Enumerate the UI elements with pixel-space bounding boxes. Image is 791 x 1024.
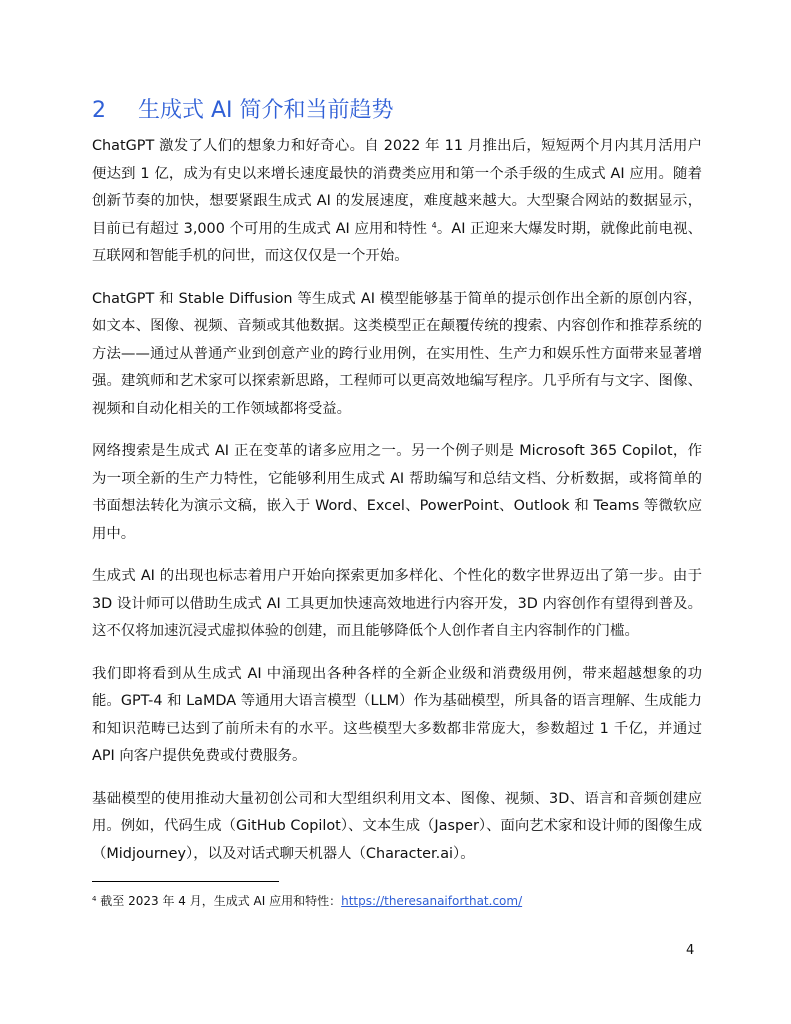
page-number: 4 (686, 943, 695, 958)
footnote (92, 893, 522, 909)
footnote-divider (92, 881, 279, 882)
paragraph-5: 我们即将看到从生成式 AI 中涌现出各种各样的全新企业级和消费级用例，带来超越想象的功能。GPT-4 和 LaMDA 等通用大语言模型（LLM）作为基础模型，所具备的语言理解、生成能力和知识范畴已达到了前所未有的水平。这些模型大多数都非常庞大，参数超过 1 千亿，并通过 API 向客户提供免费或付费服务。 (92, 665, 702, 764)
paragraph-1-text-cont: 。AI 正迎来大爆发时期，就像此前电视、互联网和智能手机的问世，而这仅仅是一个开始。 (92, 220, 702, 264)
paragraph-1 (92, 133, 702, 271)
paragraph-4: 生成式 AI 的出现也标志着用户开始向探索更加多样化、个性化的数字世界迈出了第一步。由于 3D 设计师可以借助生成式 AI 工具更加快速高效地进行内容开发，3D 内容创作有望得到普及。这不仅将加速沉浸式虚拟体验的创建，而且能够降低个人创作者自主内容制作的门槛。 (92, 568, 702, 639)
paragraph-2: ChatGPT 和 Stable Diffusion 等生成式 AI 模型能够基于简单的提示创作出全新的原创内容，如文本、图像、视频、音频或其他数据。这类模型正在颠覆传统的搜索、内容创作和推荐系统的方法——通过从普通产业到创意产业的跨行业用例，在实用性、生产力和娱乐性方面带来显著增强。建筑师和艺术家可以探索新思路，工程师可以更高效地编写程序。几乎所有与文字、图像、视频和自动化相关的工作领域都将受益。 (92, 290, 702, 417)
footnote-text: 截至 2023 年 4 月，生成式 AI 应用和特性： (100, 894, 342, 908)
footnote-link[interactable]: https://theresanaiforthat.com/ (341, 894, 523, 908)
body-text (92, 133, 702, 883)
section-number: 2 (92, 98, 106, 123)
paragraph-3: 网络搜索是生成式 AI 正在变革的诸多应用之一。另一个例子则是 Microsoft 365 Copilot，作为一项全新的生产力特性，它能够利用生成式 AI 帮助编写和总结文档、分析数据，或将简单的书面想法转化为演示文稿，嵌入于 Word、Excel、PowerPoint、Outlook 和 Teams 等微软应用中。 (92, 443, 702, 542)
paragraph-1-text: ChatGPT 激发了人们的想象力和好奇心。自 2022 年 11 月推出后，短短两个月内其月活用户便达到 1 亿，成为有史以来增长速度最快的消费类应用和第一个杀手级的生成式 AI 应用。随着创新节奏的加快，想要紧跟生成式 AI 的发展速度，难度越来越大。大型聚合网站的数据显示，目前已有超过 3,000 个可用的生成式 AI 应用和特性 (92, 138, 702, 237)
paragraph-6: 基础模型的使用推动大量初创公司和大型组织利用文本、图像、视频、3D、语言和音频创建应用。例如，代码生成（GitHub Copilot）、文本生成（Jasper）、面向艺术家和设计师的图像生成（Midjourney），以及对话式聊天机器人（Character.ai）。 (92, 790, 702, 862)
footnote-ref[interactable]: 4 (431, 220, 437, 230)
footnote-marker: 4 (92, 895, 97, 903)
section-heading (92, 97, 394, 125)
section-title: 生成式 AI 简介和当前趋势 (138, 98, 394, 123)
